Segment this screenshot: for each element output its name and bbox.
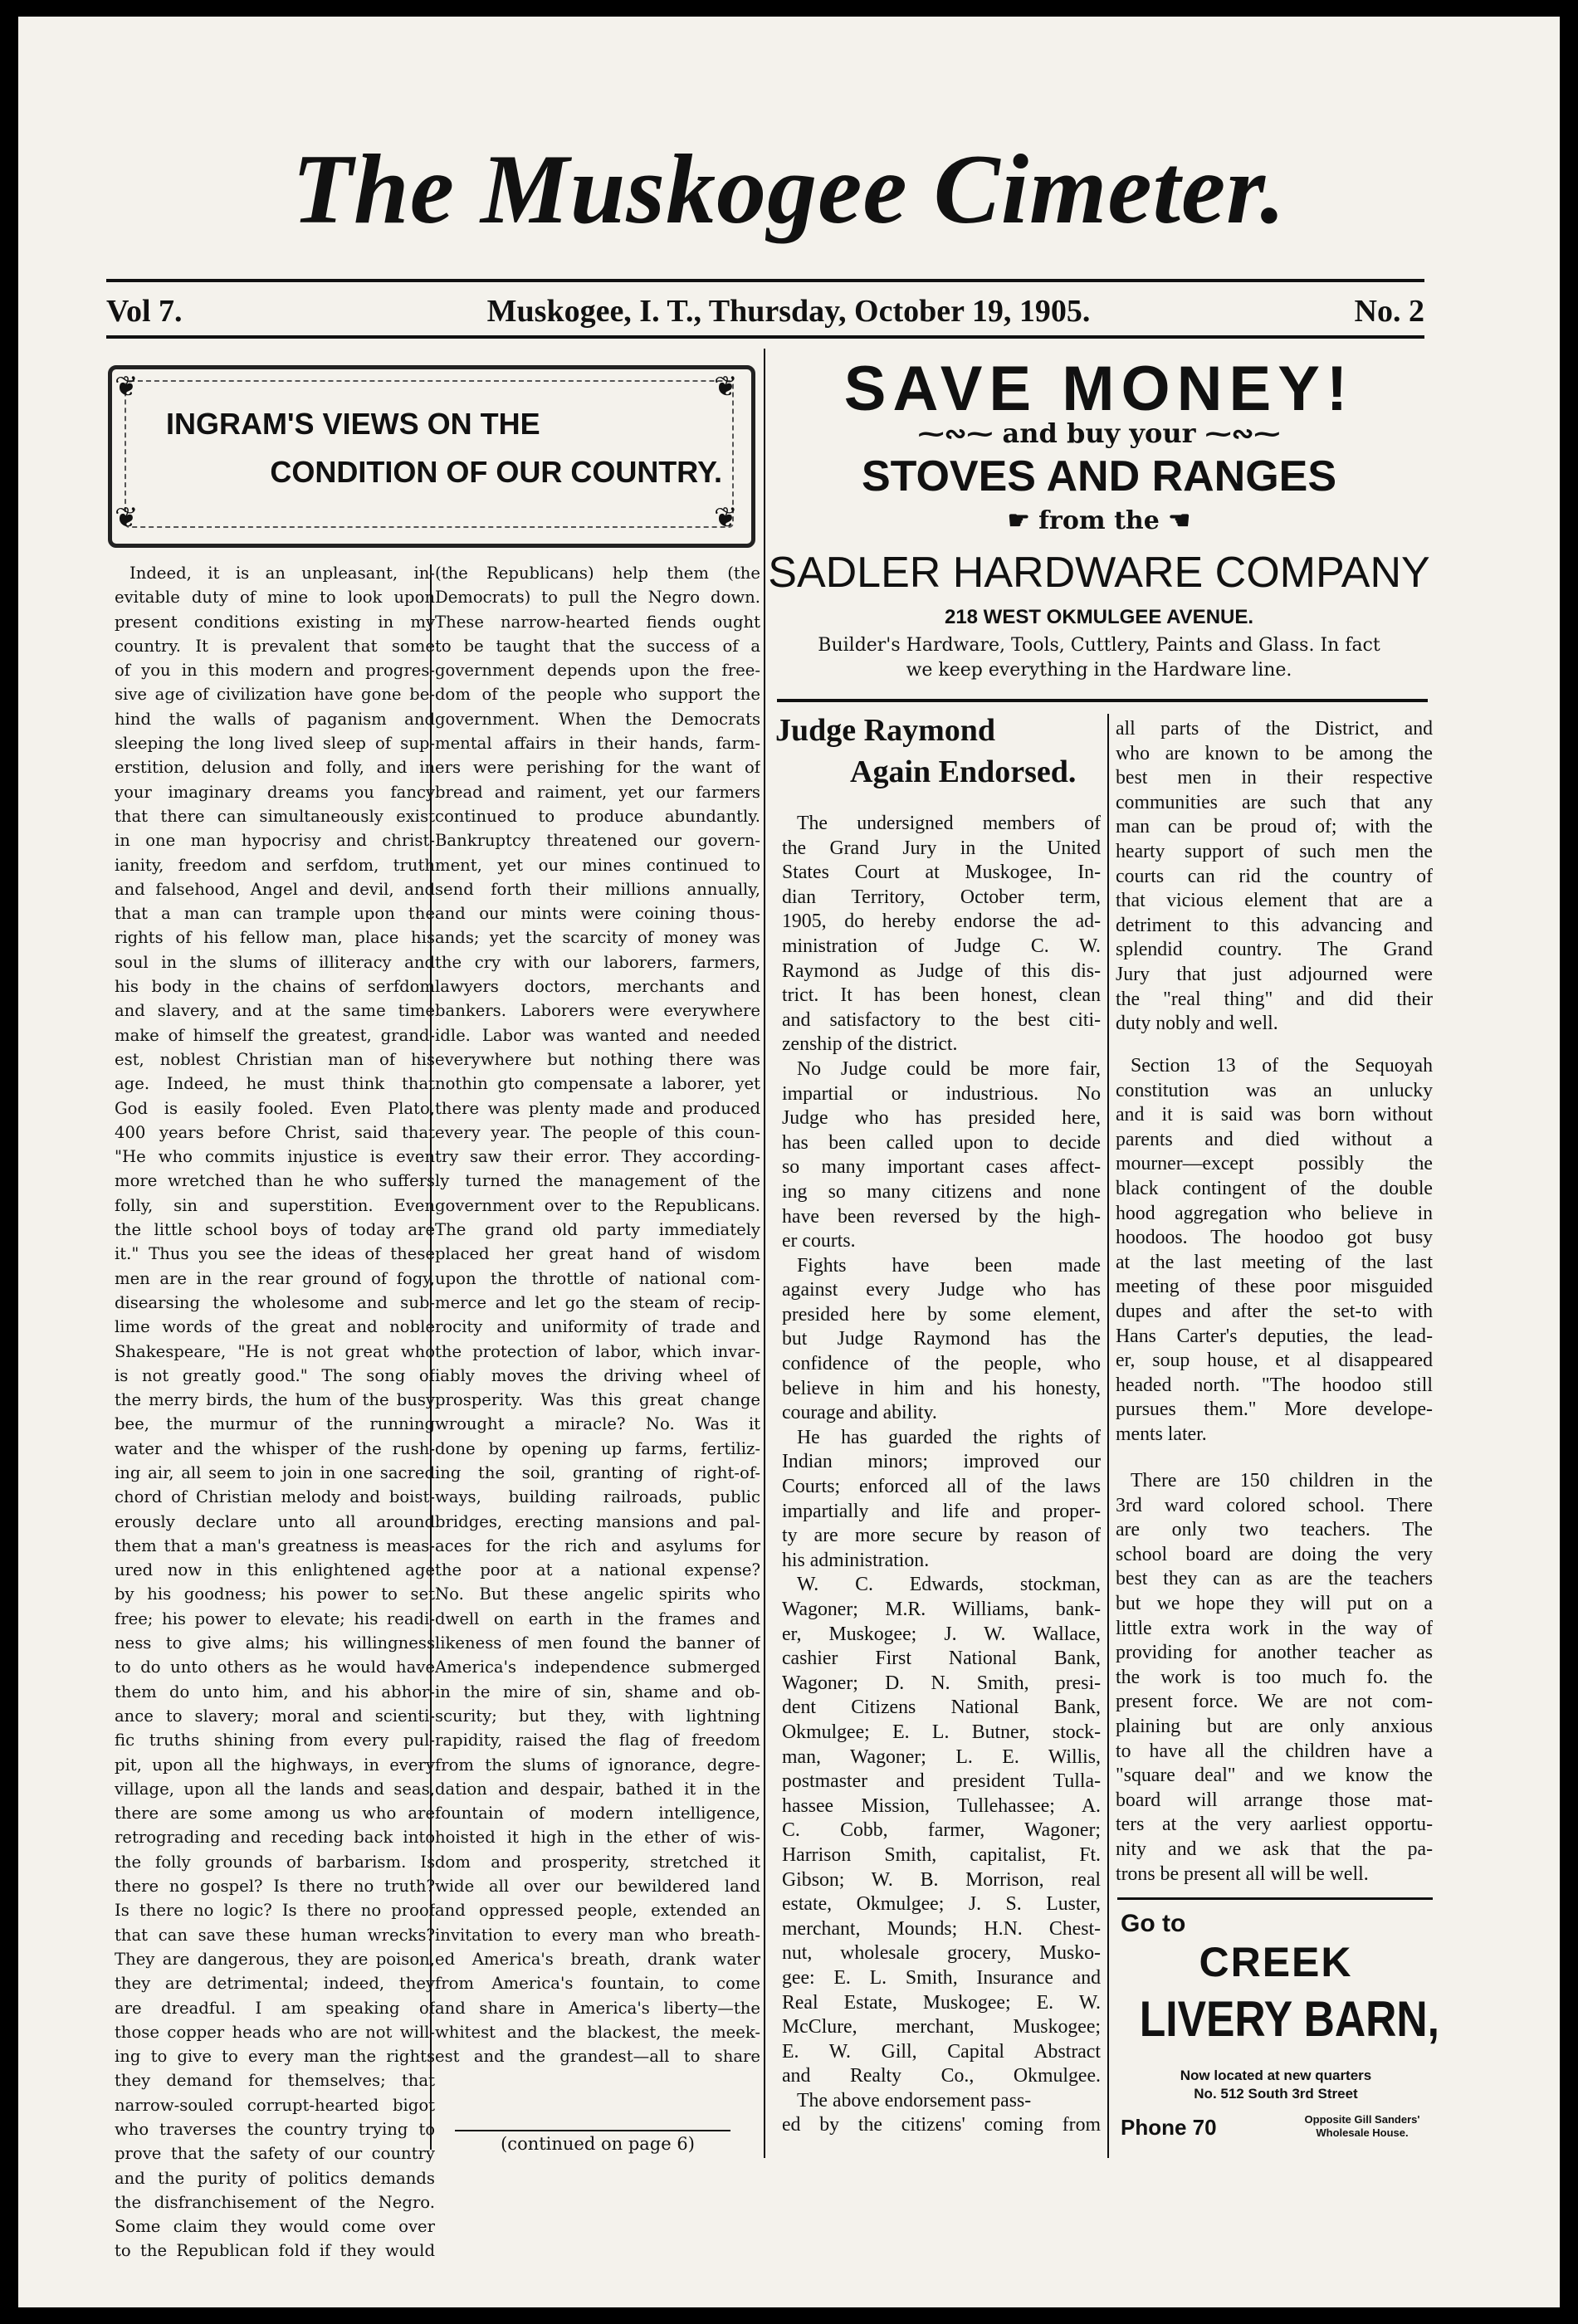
article-line: postmaster and president Tulla- bbox=[782, 1770, 1101, 1793]
article-line: the cry with our laborers, farmers, bbox=[435, 952, 760, 972]
article-line: The grand old party immediately bbox=[435, 1220, 760, 1240]
article-line: parents and died without a bbox=[1116, 1128, 1433, 1150]
article-line: the disfranchisement of the Negro. bbox=[115, 2192, 435, 2212]
article-line: make of himself the greatest, grand- bbox=[115, 1025, 435, 1045]
article-line: there are some among us who are bbox=[115, 1804, 435, 1824]
article-line: Some claim they would come over bbox=[115, 2217, 435, 2237]
article-line: courage and ability. bbox=[782, 1402, 937, 1424]
ad-from-the: from the bbox=[1038, 506, 1160, 535]
article-line: McClure, merchant, Muskogee; bbox=[782, 2016, 1101, 2038]
article-line: the Grand Jury in the United bbox=[782, 837, 1101, 859]
article-line: retrograding and receding back into bbox=[115, 1828, 435, 1848]
article-line: hind the walls of paganism and bbox=[115, 709, 435, 729]
article-line: are only two teachers. The bbox=[1116, 1519, 1433, 1541]
article-line: W. C. Edwards, stockman, bbox=[797, 1574, 1101, 1596]
article-line: ministration of Judge C. W. bbox=[782, 935, 1101, 957]
article-line: dian Territory, October term, bbox=[782, 886, 1101, 908]
article-line: all parts of the District, and bbox=[1116, 718, 1433, 740]
volume-number: Vol 7. bbox=[106, 294, 183, 329]
article-line: has been called upon to decide bbox=[782, 1131, 1101, 1154]
masthead-rule-bottom bbox=[106, 335, 1424, 339]
article-line: and oppressed people, extended an bbox=[435, 1901, 760, 1921]
livery-creek: CREEK bbox=[1199, 1939, 1353, 1985]
endorsement-continued-column bbox=[1116, 717, 1433, 1037]
article-line: Fights have been made bbox=[797, 1254, 1101, 1277]
article-line: and our mints were coining thous- bbox=[435, 904, 760, 924]
ad-company-name: SADLER HARDWARE COMPANY bbox=[768, 549, 1430, 597]
article-line: believe in him and his honesty, bbox=[782, 1377, 1101, 1399]
article-line: there was plenty made and produced bbox=[435, 1098, 760, 1118]
article-line: Shakespeare, "He is not great who bbox=[115, 1341, 435, 1361]
article-line: it." Thus you see the ideas of these bbox=[115, 1244, 435, 1264]
column-rule-3 bbox=[1107, 714, 1109, 2158]
livery-street: No. 512 South 3rd Street bbox=[1194, 2086, 1358, 2102]
article-line: is not greatly good." The song of bbox=[115, 1365, 435, 1385]
article-line: bankers. Laborers were everywhere bbox=[435, 1001, 760, 1021]
article-line: his body in the chains of serfdom bbox=[115, 977, 435, 997]
article-line: erously declare unto all around bbox=[115, 1511, 435, 1531]
article-line: mourner—except possibly the bbox=[1116, 1153, 1433, 1175]
article-line: sive age of civilization have gone be- bbox=[115, 685, 435, 705]
article-line: ed by the citizens' coming from bbox=[782, 2114, 1101, 2136]
ad-and-buy: and buy your bbox=[1002, 417, 1196, 449]
article-line: The undersigned members of bbox=[797, 813, 1101, 834]
ad-from-the-line bbox=[767, 505, 1431, 538]
ribbon-bow-icon: ❦ bbox=[115, 501, 139, 535]
article-line: ing to give to every man the rights bbox=[115, 2047, 435, 2067]
article-line: so many important cases affect- bbox=[782, 1156, 1101, 1179]
article-line: Section 13 of the Sequoyah bbox=[1131, 1055, 1433, 1077]
article-line: present force. We are not com- bbox=[1116, 1691, 1433, 1713]
article-line: best they can as are the teachers bbox=[1116, 1568, 1433, 1590]
article-line: 1905, do hereby endorse the ad- bbox=[782, 911, 1101, 933]
article-line: lime words of the great and noble bbox=[115, 1317, 435, 1337]
article-line: done by opening up farms, fertiliz- bbox=[435, 1438, 760, 1458]
article-line: government depends upon the free- bbox=[435, 661, 760, 681]
colored-school-article bbox=[1116, 1469, 1433, 1887]
article-line: Indian minors; improved our bbox=[782, 1451, 1101, 1473]
article-line: ing the soil, granting of right-of- bbox=[435, 1462, 760, 1482]
article-line: courts can rid the country of bbox=[1116, 865, 1433, 887]
article-line: pit, upon all the highways, in every bbox=[115, 1755, 435, 1775]
article-line: likeness of men found the banner of bbox=[435, 1633, 760, 1653]
article-line: Wagoner; D. N. Smith, presi- bbox=[782, 1672, 1101, 1694]
article-line: to the Republican fold if they would bbox=[115, 2241, 435, 2261]
issue-number: No. 2 bbox=[1354, 294, 1424, 329]
scroll-ornament-icon: ⁓∾⁓ bbox=[1204, 417, 1281, 449]
hand-pointer-icon: ☛ bbox=[1007, 506, 1030, 535]
article-line: ed America's breath, drank water bbox=[435, 1949, 760, 1969]
article-line: splendid country. The Grand bbox=[1116, 939, 1433, 961]
article-line: ing so many citizens and none bbox=[782, 1180, 1101, 1203]
article-line: dwell on earth in the frames and bbox=[435, 1609, 760, 1628]
article-line: hoodoos. The hoodoo got busy bbox=[1116, 1227, 1433, 1249]
article-line: water and the whisper of the rush- bbox=[115, 1438, 435, 1458]
article-line: ments later. bbox=[1116, 1423, 1207, 1445]
article-line: nut, wholesale grocery, Musko- bbox=[782, 1942, 1101, 1965]
raymond-headline-line2: Again Endorsed. bbox=[850, 754, 1077, 789]
article-line: that there can simultaneously exist bbox=[115, 806, 435, 826]
article-line: detriment to this advancing and bbox=[1116, 914, 1433, 936]
article-line: Democrats) to pull the Negro down. bbox=[435, 588, 760, 608]
livery-phone: Phone 70 bbox=[1121, 2115, 1217, 2140]
hand-pointer-icon: ☚ bbox=[1168, 506, 1191, 535]
article-line: have been reversed by the high- bbox=[782, 1205, 1101, 1228]
article-line: zenship of the district. bbox=[782, 1033, 958, 1056]
article-line: placed her great hand of wisdom bbox=[435, 1244, 760, 1264]
article-line: dom of the people who support the bbox=[435, 685, 760, 705]
article-line: man, Wagoner; L. E. Willis, bbox=[782, 1745, 1101, 1768]
article-line: bridges, erecting mansions and pal- bbox=[435, 1511, 760, 1531]
article-line: send forth their millions annually, bbox=[435, 879, 760, 899]
article-line: Okmulgee; E. L. Butner, stock- bbox=[782, 1721, 1101, 1743]
article-line: iably moves the driving wheel of bbox=[435, 1365, 760, 1385]
article-line: everywhere but nothing there was bbox=[435, 1049, 760, 1069]
livery-opposite-2: Wholesale House. bbox=[1316, 2126, 1409, 2139]
article-line: "square deal" and we know the bbox=[1116, 1765, 1433, 1787]
article-line: school board are doing the very bbox=[1116, 1543, 1433, 1565]
article-line: dent Citizens National Bank, bbox=[782, 1697, 1101, 1719]
article-line: Judge who has presided here, bbox=[782, 1107, 1101, 1130]
ad-and-buy-line bbox=[767, 417, 1431, 450]
article-line: invitation to every man who breath- bbox=[435, 1925, 760, 1945]
article-line: "He who commits injustice is even bbox=[115, 1147, 435, 1167]
article-line: ness to give alms; his willingness bbox=[115, 1633, 435, 1653]
article-line: the little school boys of today are bbox=[115, 1220, 435, 1240]
article-line: hoisted it high in the ether of wis- bbox=[435, 1828, 760, 1848]
article-line: er courts. bbox=[782, 1230, 856, 1252]
article-line: pursues them." More develope- bbox=[1116, 1399, 1433, 1421]
article-line: they demand for themselves; that bbox=[115, 2071, 435, 2091]
article-line: merchant, Mounds; H.N. Chest- bbox=[782, 1917, 1101, 1940]
article-line: and it is said was born without bbox=[1116, 1104, 1433, 1126]
article-line: Gibson; W. B. Morrison, real bbox=[782, 1868, 1101, 1891]
article-line: ured now in this enlightened age bbox=[115, 1560, 435, 1580]
article-line: government. When the Democrats bbox=[435, 709, 760, 729]
article-line: in one man hypocrisy and christ- bbox=[115, 831, 435, 851]
article-line: to be taught that the success of a bbox=[435, 636, 760, 656]
livery-opposite-1: Opposite Gill Sanders' bbox=[1304, 2113, 1420, 2126]
raymond-headline-line1: Judge Raymond bbox=[775, 713, 995, 748]
article-line: bee, the murmur of the running bbox=[115, 1414, 435, 1434]
article-line: ters at the very aarliest opportu- bbox=[1116, 1814, 1433, 1836]
article-line: free; his power to elevate; his readi- bbox=[115, 1609, 435, 1628]
article-line: the "real thing" and did their bbox=[1116, 988, 1433, 1010]
article-line: ly turned the management of the bbox=[435, 1171, 760, 1191]
sequoyah-article bbox=[1116, 1054, 1433, 1448]
article-line: those copper heads who are not will- bbox=[115, 2022, 435, 2042]
article-line: scurity; but they, with lightning bbox=[435, 1706, 760, 1726]
ad-stoves-ranges: STOVES AND RANGES bbox=[861, 452, 1337, 500]
article-line: dupes and after the set-to with bbox=[1116, 1300, 1433, 1322]
article-line: aces for the rich and asylums for bbox=[435, 1536, 760, 1555]
article-line: whitest and the blackest, the meek- bbox=[435, 2022, 760, 2042]
ingram-headline-line1: INGRAM'S VIEWS ON THE bbox=[166, 407, 540, 441]
article-line: erstition, delusion and folly, and in bbox=[115, 758, 435, 778]
article-line: 3rd ward colored school. There bbox=[1116, 1494, 1433, 1516]
livery-barn: LIVERY BARN, bbox=[1139, 1991, 1439, 2047]
article-line: duty nobly and well. bbox=[1116, 1013, 1278, 1035]
article-line: (the Republicans) help them (the bbox=[435, 564, 760, 583]
article-line: confidence of the people, who bbox=[782, 1353, 1101, 1375]
article-line: er, soup house, et al disappeared bbox=[1116, 1350, 1433, 1372]
article-line: present conditions existing in my bbox=[115, 612, 435, 632]
article-line: narrow-souled corrupt-hearted bigot bbox=[115, 2095, 435, 2115]
article-line: by his goodness; his power to set bbox=[115, 1584, 435, 1604]
article-line: nothin gto compensate a laborer, yet bbox=[435, 1074, 760, 1094]
article-line: upon the throttle of national com- bbox=[435, 1268, 760, 1288]
article-line: them that a man's greatness is meas- bbox=[115, 1536, 435, 1555]
article-line: folly, sin and superstition. Even bbox=[115, 1195, 435, 1215]
article-line: headed north. "The hoodoo still bbox=[1116, 1374, 1433, 1396]
ad-bottom-rule bbox=[777, 699, 1428, 702]
column-rule-2 bbox=[764, 349, 765, 2158]
article-line: government over to the Republicans. bbox=[435, 1195, 760, 1215]
ingram-headline-line2: CONDITION OF OUR COUNTRY. bbox=[270, 455, 722, 489]
article-line: Wagoner; M.R. Williams, bank- bbox=[782, 1599, 1101, 1620]
article-line: ment, yet our mines continued to bbox=[435, 855, 760, 875]
article-line: that can save these human wrecks? bbox=[115, 1925, 435, 1945]
article-line: rocity and uniformity of trade and bbox=[435, 1317, 760, 1337]
article-line: in the mire of sin, shame and ob- bbox=[435, 1682, 760, 1702]
article-line: there no gospel? Is there no truth? bbox=[115, 1877, 435, 1897]
ad-goods-line1: Builder's Hardware, Tools, Cuttlery, Paints and Glass. In fact bbox=[818, 635, 1380, 656]
article-line: your imaginary dreams you fancy bbox=[115, 782, 435, 802]
article-line: Real Estate, Muskogee; E. W. bbox=[782, 1991, 1101, 2014]
article-line: trons be present all will be well. bbox=[1116, 1863, 1369, 1885]
article-line: and slavery, and at the same time bbox=[115, 1001, 435, 1021]
article-line: communities are such that any bbox=[1116, 791, 1433, 813]
article-line: ty are more secure by reason of bbox=[782, 1525, 1101, 1547]
article-line: but we hope they will put on a bbox=[1116, 1592, 1433, 1614]
article-line: hearty support of such men the bbox=[1116, 840, 1433, 862]
article-line: chord of Christian melody and boist- bbox=[115, 1487, 435, 1507]
article-line: ianity, freedom and serfdom, truth bbox=[115, 855, 435, 875]
ad-save-money: SAVE MONEY! bbox=[843, 354, 1355, 424]
ribbon-bow-icon: ❦ bbox=[714, 370, 738, 403]
article-line: the folly grounds of barbarism. Is bbox=[115, 1852, 435, 1872]
article-line: est and the grandest—all to share bbox=[435, 2047, 760, 2067]
article-line: continued to produce abundantly. bbox=[435, 806, 760, 826]
article-line: every year. The people of this coun- bbox=[435, 1122, 760, 1142]
article-line: village, upon all the lands and seas, bbox=[115, 1779, 435, 1799]
article-line: best men in their respective bbox=[1116, 767, 1433, 789]
article-line: the poor at a national expense? bbox=[435, 1560, 760, 1580]
article-line: hood aggregation who believe in bbox=[1116, 1202, 1433, 1224]
article-line: country. It is prevalent that some bbox=[115, 636, 435, 656]
article-line: mental affairs in their hands, farm- bbox=[435, 734, 760, 754]
article-line: Raymond as Judge of this dis- bbox=[782, 959, 1101, 982]
article-line: providing for another teacher as bbox=[1116, 1642, 1433, 1664]
article-line: God is easily fooled. Even Plato, bbox=[115, 1098, 435, 1118]
ribbon-bow-icon: ❦ bbox=[714, 501, 738, 535]
article-line: States Court at Muskogee, In- bbox=[782, 862, 1101, 884]
article-line: ers were perishing for the want of bbox=[435, 758, 760, 778]
article-line: disearsing the wholesome and sub- bbox=[115, 1292, 435, 1312]
article-line: meeting of these poor misguided bbox=[1116, 1276, 1433, 1298]
article-line: idle. Labor was wanted and needed bbox=[435, 1025, 760, 1045]
article-line: ways, building railroads, public bbox=[435, 1487, 760, 1507]
article-line: against every Judge who has bbox=[782, 1279, 1101, 1301]
article-line: lawyers doctors, merchants and bbox=[435, 977, 760, 997]
article-line: constitution was an unlucky bbox=[1116, 1079, 1433, 1101]
article-line: are dreadful. I am speaking of bbox=[115, 1998, 435, 2018]
article-line: impartial or industrious. No bbox=[782, 1082, 1101, 1105]
article-line: hassee Mission, Tullehassee; A. bbox=[782, 1794, 1101, 1817]
article-line: rapidity, raised the flag of freedom bbox=[435, 1731, 760, 1750]
article-line: evitable duty of mine to look upon bbox=[115, 588, 435, 608]
article-line: that vicious element that are a bbox=[1116, 890, 1433, 912]
article-line: and share in America's liberty—the bbox=[435, 1998, 760, 2018]
article-line: ands; yet the scarcity of money was bbox=[435, 928, 760, 948]
article-line: sleeping the long lived sleep of sup- bbox=[115, 734, 435, 754]
article-line: prove that the safety of our country bbox=[115, 2144, 435, 2164]
masthead-title: The Muskogee Cimeter. bbox=[291, 134, 1287, 244]
article-line: America's independence submerged bbox=[435, 1658, 760, 1677]
ingram-article-column-1 bbox=[115, 561, 435, 2263]
article-line: and falsehood, Angel and devil, and bbox=[115, 879, 435, 899]
article-line: plaining but are only anxious bbox=[1116, 1715, 1433, 1737]
article-line: the merry birds, the hum of the busy bbox=[115, 1390, 435, 1410]
article-line: the protection of labor, which invar- bbox=[435, 1341, 760, 1361]
article-line: presided here by some element, bbox=[782, 1303, 1101, 1326]
ad-goods-line2: we keep everything in the Hardware line. bbox=[906, 660, 1292, 681]
article-line: est, noblest Christian man of his bbox=[115, 1049, 435, 1069]
article-line: trict. It has been honest, clean bbox=[782, 984, 1101, 1007]
article-line: that a man can trample upon the bbox=[115, 904, 435, 924]
article-line: who are known to be among the bbox=[1116, 742, 1433, 764]
dateline: Muskogee, I. T., Thursday, October 19, 1905. bbox=[486, 294, 1091, 329]
article-line: prosperity. Was this great change bbox=[435, 1390, 760, 1410]
article-line: Is there no logic? Is there no proof bbox=[115, 1901, 435, 1921]
article-line: bread and raiment, yet our farmers bbox=[435, 782, 760, 802]
article-line: to do unto others as he would have bbox=[115, 1658, 435, 1677]
article-line: The above endorsement pass- bbox=[797, 2089, 1032, 2112]
article-line: to have all the children have a bbox=[1116, 1740, 1433, 1762]
article-line: but Judge Raymond has the bbox=[782, 1328, 1101, 1350]
article-line: Jury that just adjourned were bbox=[1116, 963, 1433, 985]
raymond-article-column bbox=[782, 812, 1101, 2138]
continued-note: (continued on page 6) bbox=[501, 2134, 695, 2154]
article-line: There are 150 children in the bbox=[1131, 1470, 1433, 1492]
article-line: age. Indeed, he must think that bbox=[115, 1074, 435, 1094]
article-line: er, Muskogee; J. W. Wallace, bbox=[782, 1623, 1101, 1645]
article-line: Indeed, it is an unpleasant, in- bbox=[129, 564, 435, 583]
article-line: dation and despair, bathed it in the bbox=[435, 1779, 760, 1799]
ribbon-bow-icon: ❦ bbox=[115, 370, 139, 403]
article-line: soul in the slums of illiteracy and bbox=[115, 952, 435, 972]
article-line: they are detrimental; indeed, they bbox=[115, 1974, 435, 1994]
article-line: No Judge could be more fair, bbox=[797, 1057, 1101, 1080]
article-line: board will arrange those mat- bbox=[1116, 1789, 1433, 1811]
scroll-ornament-icon: ⁓∾⁓ bbox=[917, 417, 994, 449]
article-line: wrought a miracle? No. Was it bbox=[435, 1414, 760, 1434]
article-line: try saw their error. They according- bbox=[435, 1147, 760, 1167]
masthead-rule-top bbox=[106, 279, 1424, 282]
article-line: fic truths shining from every pul- bbox=[115, 1731, 435, 1750]
article-line: 400 years before Christ, said that bbox=[115, 1122, 435, 1142]
article-line: impartially and life and proper- bbox=[782, 1500, 1101, 1522]
article-line: nity and we ask that the pa- bbox=[1116, 1838, 1433, 1860]
article-line: fountain of modern intelligence, bbox=[435, 1804, 760, 1824]
article-line: Harrison Smith, capitalist, Ft. bbox=[782, 1843, 1101, 1866]
article-line: them do unto him, and his abhor- bbox=[115, 1682, 435, 1702]
article-line: rights of his fellow man, place his bbox=[115, 928, 435, 948]
article-line: ing air, all seem to join in one sacred bbox=[115, 1462, 435, 1482]
article-line: He has guarded the rights of bbox=[797, 1426, 1101, 1448]
article-line: gee: E. L. Smith, Insurance and bbox=[782, 1966, 1101, 1989]
article-line: merce and let go the steam of recip- bbox=[435, 1292, 760, 1312]
ingram-article-column-2 bbox=[435, 561, 760, 2068]
livery-ad-rule bbox=[1117, 1897, 1433, 1900]
article-line: E. W. Gill, Capital Abstract bbox=[782, 2040, 1101, 2063]
article-line: estate, Okmulgee; J. S. Luster, bbox=[782, 1893, 1101, 1916]
ad-address: 218 WEST OKMULGEE AVENUE. bbox=[944, 606, 1254, 628]
article-line: the work is too much fo. the bbox=[1116, 1666, 1433, 1688]
article-line: men are in the rear ground of fogy, bbox=[115, 1268, 435, 1288]
article-line: at the last meeting of the last bbox=[1116, 1251, 1433, 1273]
livery-go-to: Go to bbox=[1121, 1910, 1186, 1937]
article-line: his administration. bbox=[782, 1549, 930, 1571]
article-line: They are dangerous, they are poison, bbox=[115, 1949, 435, 1969]
article-line: Bankruptcy threatened our govern- bbox=[435, 831, 760, 851]
article-line: from the slums of ignorance, degre- bbox=[435, 1755, 760, 1775]
article-line: These narrow-hearted fiends ought bbox=[435, 612, 760, 632]
article-line: wide all over our bewildered land bbox=[435, 1877, 760, 1897]
article-line: little extra work in the way of bbox=[1116, 1617, 1433, 1639]
article-line: Hans Carter's deputies, the lead- bbox=[1116, 1325, 1433, 1347]
article-line: more wretched than he who suffers bbox=[115, 1171, 435, 1191]
article-line: Courts; enforced all of the laws bbox=[782, 1476, 1101, 1498]
article-line: cashier First National Bank, bbox=[782, 1648, 1101, 1670]
article-line: ance to slavery; moral and scienti- bbox=[115, 1706, 435, 1726]
article-line: who traverses the country trying to bbox=[115, 2120, 435, 2139]
article-line: C. Cobb, farmer, Wagoner; bbox=[782, 1819, 1101, 1842]
article-line: man can be proud of; with the bbox=[1116, 816, 1433, 838]
article-line: dom and prosperity, stretched it bbox=[435, 1852, 760, 1872]
article-line: of you in this modern and progres- bbox=[115, 661, 435, 681]
article-line: and Realty Co., Okmulgee. bbox=[782, 2065, 1101, 2087]
article-line: No. But these angelic spirits who bbox=[435, 1584, 760, 1604]
livery-now-located: Now located at new quarters bbox=[1180, 2068, 1372, 2083]
article-line: and the purity of politics demands bbox=[115, 2168, 435, 2188]
article-line: and satisfactory to the best citi- bbox=[782, 1008, 1101, 1031]
article-line: from America's fountain, to come bbox=[435, 1974, 760, 1994]
article-line: black contingent of the double bbox=[1116, 1177, 1433, 1199]
